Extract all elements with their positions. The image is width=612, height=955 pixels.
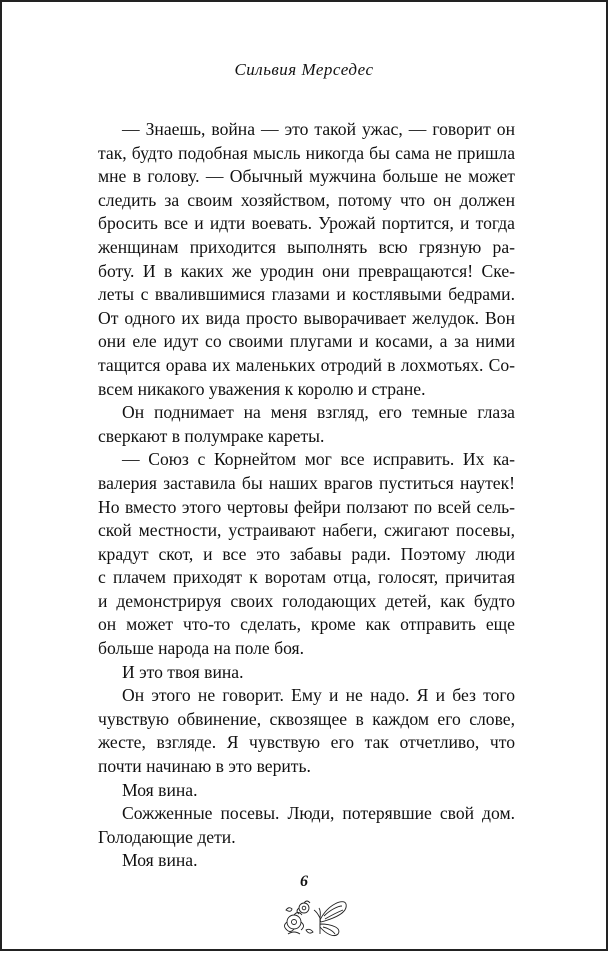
text-line: всем никакого уважения к королю и стране. [98, 378, 426, 399]
paragraph [98, 802, 515, 849]
page-number: 6 [300, 873, 308, 890]
text-line: ской местности, устраивают набеги, сжигают посевы, [98, 520, 515, 541]
text-line: больше народа на поле боя. [98, 638, 305, 659]
text-line: крадут скот, и все это забавы ради. Поэтому люди [98, 543, 515, 564]
text-line: жесте, взгляде. Я чувствую его так отчетливо, что [98, 732, 515, 753]
paragraph [98, 448, 515, 660]
text-line: почти начинаю в это верить. [98, 756, 311, 777]
text-line: тащится орава их маленьких отродий в лохмотьях. Со- [98, 354, 515, 375]
text-line: и демонстрируя своих голодающих детей, как будто [98, 590, 515, 611]
text-line: Но вместо этого чертовы фейри ползают по всей сель- [98, 496, 515, 517]
text-line: чувствую обвинение, сквозящее в каждом его слове, [98, 708, 515, 729]
paragraph [98, 684, 515, 778]
paragraph [98, 779, 515, 803]
text-line: бросить все и идти воевать. Урожай портится, и тогда [98, 213, 515, 234]
text-line: следить за своим хозяйством, потому что он должен [98, 189, 515, 210]
text-line: они еле идут со своими плугами и косами, а за ними [98, 331, 515, 352]
paragraph [98, 118, 515, 401]
text-line: Сожженные посевы. Люди, потерявшие свой дом. [122, 803, 515, 824]
paragraph [98, 401, 515, 448]
text-line: И это твоя вина. [122, 661, 244, 682]
text-line: мне в голову. — Обычный мужчина больше не может [98, 166, 515, 187]
text-line: женщинам приходится выполнять всю грязную ра- [98, 236, 515, 257]
running-head: Сильвия Мерседес [234, 60, 374, 79]
paragraph [98, 661, 515, 685]
text-line: леты с ввалившимися глазами и костлявыми бедрами. [98, 284, 515, 305]
text-line: Моя вина. [122, 850, 198, 871]
text-line: с плачем приходят к воротам отца, голосят, причитая [98, 567, 515, 588]
paragraph [98, 849, 515, 873]
text-line: Он этого не говорит. Ему и не надо. Я и без того [122, 685, 515, 706]
text-line: боту. И в каких же уродин они превращаются! Ске- [98, 260, 515, 281]
body-text [98, 118, 515, 873]
text-line: — Союз с Корнейтом мог все исправить. Их ка- [122, 449, 515, 470]
text-line: сверкают в полумраке кареты. [98, 425, 325, 446]
text-line: он может что-то сделать, кроме как отправить еще [98, 614, 515, 635]
text-line: Он поднимает на меня взгляд, его темные глаза [122, 402, 515, 423]
butterfly-flower-icon [280, 894, 352, 940]
text-line: Моя вина. [122, 779, 198, 800]
text-line: От одного их вида просто выворачивает желудок. Вон [98, 307, 515, 328]
text-line: валерия заставила бы наших врагов пуститься наутек! [98, 472, 515, 493]
text-line: так, будто подобная мысль никогда бы сама не пришла [98, 142, 515, 163]
text-line: — Знаешь, война — это такой ужас, — говорит он [122, 119, 515, 139]
text-line: Голодающие дети. [98, 826, 236, 847]
